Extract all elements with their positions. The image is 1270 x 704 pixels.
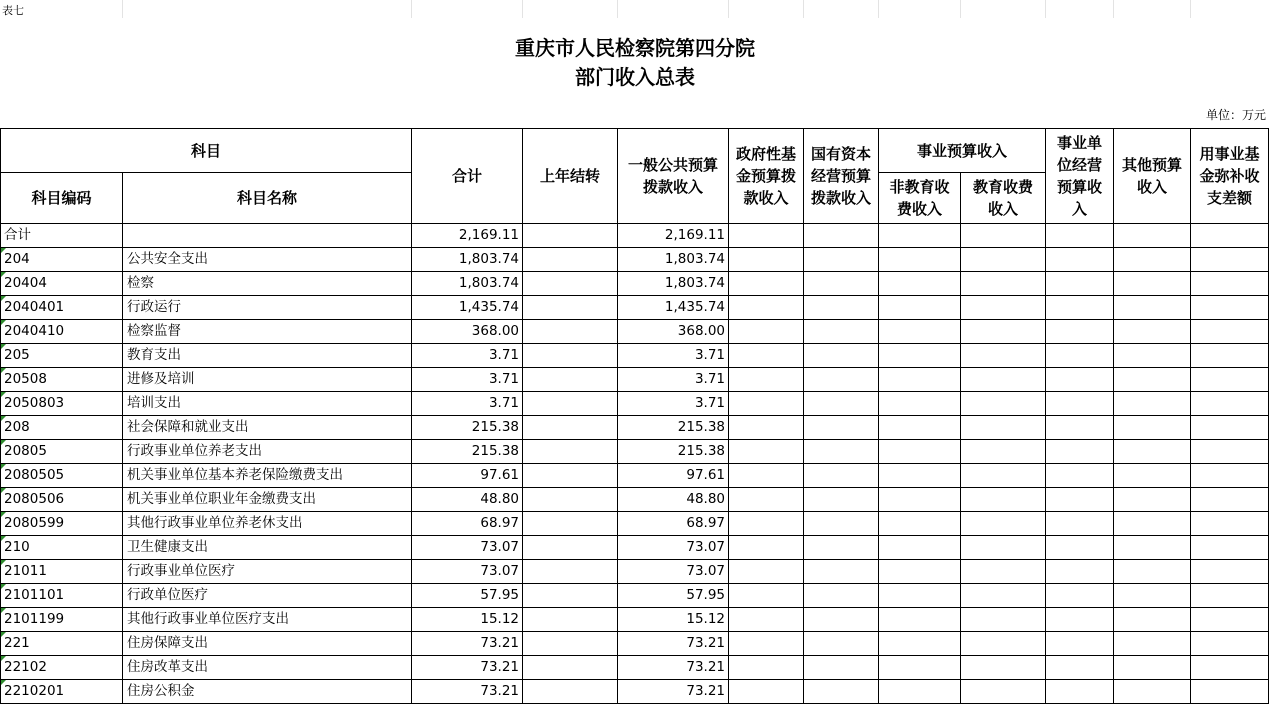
cell-business-operating [1046,224,1114,248]
cell-general-budget: 68.97 [618,512,729,536]
cell-name: 进修及培训 [123,368,412,392]
cell-business-operating [1046,416,1114,440]
cell-other-budget [1114,320,1191,344]
cell-total: 1,803.74 [412,272,523,296]
cell-name: 住房公积金 [123,680,412,704]
cell-general-budget: 368.00 [618,320,729,344]
cell-gov-fund [729,440,804,464]
cell-gov-fund [729,296,804,320]
cell-total: 215.38 [412,416,523,440]
cell-code: 2050803 [1,392,123,416]
cell-edu-fee [961,416,1046,440]
cell-carryover [523,272,618,296]
cell-state-capital [804,680,879,704]
cell-business-operating [1046,560,1114,584]
cell-name: 行政事业单位医疗 [123,560,412,584]
cell-other-budget [1114,416,1191,440]
cell-business-operating [1046,272,1114,296]
header-other-budget: 其他预算收入 [1114,129,1191,224]
cell-non-edu-fee [879,392,961,416]
cell-state-capital [804,224,879,248]
cell-edu-fee [961,440,1046,464]
cell-other-budget [1114,560,1191,584]
cell-total: 3.71 [412,368,523,392]
cell-edu-fee [961,344,1046,368]
unit-label: 单位：万元 [1205,108,1266,122]
cell-edu-fee [961,608,1046,632]
cell-carryover [523,584,618,608]
cell-business-operating [1046,608,1114,632]
cell-non-edu-fee [879,368,961,392]
cell-general-budget: 3.71 [618,344,729,368]
cell-other-budget [1114,536,1191,560]
cell-general-budget: 3.71 [618,368,729,392]
cell-edu-fee [961,680,1046,704]
cell-total: 73.07 [412,560,523,584]
sheet-label: 表七 [2,4,24,17]
cell-business-operating [1046,248,1114,272]
cell-state-capital [804,344,879,368]
cell-code: 2080505 [1,464,123,488]
cell-other-budget [1114,488,1191,512]
cell-state-capital [804,632,879,656]
cell-business-operating [1046,296,1114,320]
header-general-budget: 一般公共预算拨款收入 [618,129,729,224]
cell-code: 2080599 [1,512,123,536]
table-row [1,464,1269,488]
cell-non-edu-fee [879,320,961,344]
table-row [1,488,1269,512]
cell-total: 68.97 [412,512,523,536]
cell-non-edu-fee [879,272,961,296]
cell-carryover [523,416,618,440]
cell-fund-balance [1191,416,1269,440]
cell-state-capital [804,248,879,272]
cell-other-budget [1114,680,1191,704]
cell-gov-fund [729,248,804,272]
cell-carryover [523,608,618,632]
cell-total: 73.21 [412,680,523,704]
table-row [1,320,1269,344]
cell-gov-fund [729,368,804,392]
cell-general-budget: 3.71 [618,392,729,416]
cell-gov-fund [729,536,804,560]
cell-total: 3.71 [412,344,523,368]
cell-gov-fund [729,632,804,656]
cell-general-budget: 97.61 [618,464,729,488]
report-subtitle: 部门收入总表 [575,65,695,89]
cell-carryover [523,488,618,512]
cell-state-capital [804,608,879,632]
table-row [1,272,1269,296]
cell-carryover [523,464,618,488]
cell-fund-balance [1191,488,1269,512]
cell-non-edu-fee [879,344,961,368]
cell-non-edu-fee [879,656,961,680]
cell-other-budget [1114,224,1191,248]
cell-total: 1,803.74 [412,248,523,272]
cell-name: 行政事业单位养老支出 [123,440,412,464]
cell-business-operating [1046,632,1114,656]
header-subject: 科目 [1,129,412,173]
cell-business-operating [1046,320,1114,344]
cell-gov-fund [729,416,804,440]
table-row [1,344,1269,368]
table-row [1,416,1269,440]
cell-fund-balance [1191,272,1269,296]
cell-code: 205 [1,344,123,368]
cell-fund-balance [1191,368,1269,392]
report-title: 重庆市人民检察院第四分院 [515,36,755,60]
cell-business-operating [1046,440,1114,464]
cell-other-budget [1114,440,1191,464]
cell-fund-balance [1191,656,1269,680]
cell-state-capital [804,560,879,584]
cell-non-edu-fee [879,584,961,608]
cell-non-edu-fee [879,416,961,440]
cell-fund-balance [1191,632,1269,656]
header-business-operating: 事业单位经营预算收入 [1046,129,1114,224]
cell-total: 73.21 [412,632,523,656]
cell-state-capital [804,536,879,560]
cell-fund-balance [1191,584,1269,608]
cell-other-budget [1114,632,1191,656]
cell-gov-fund [729,584,804,608]
cell-name: 卫生健康支出 [123,536,412,560]
cell-edu-fee [961,488,1046,512]
cell-state-capital [804,416,879,440]
cell-edu-fee [961,392,1046,416]
cell-gov-fund [729,656,804,680]
cell-business-operating [1046,536,1114,560]
cell-fund-balance [1191,344,1269,368]
cell-state-capital [804,512,879,536]
cell-carryover [523,248,618,272]
cell-carryover [523,344,618,368]
cell-edu-fee [961,464,1046,488]
cell-fund-balance [1191,440,1269,464]
cell-code: 20508 [1,368,123,392]
cell-name: 教育支出 [123,344,412,368]
cell-general-budget: 73.07 [618,560,729,584]
table-header [1,129,1269,224]
table-row [1,680,1269,704]
cell-edu-fee [961,560,1046,584]
header-business-budget: 事业预算收入 [879,129,1046,173]
cell-gov-fund [729,488,804,512]
cell-state-capital [804,656,879,680]
cell-state-capital [804,296,879,320]
cell-carryover [523,656,618,680]
cell-carryover [523,560,618,584]
cell-edu-fee [961,656,1046,680]
table-row [1,560,1269,584]
cell-other-budget [1114,464,1191,488]
table-row [1,392,1269,416]
header-edu-fee: 教育收费收入 [961,173,1046,224]
table-row [1,512,1269,536]
cell-fund-balance [1191,320,1269,344]
cell-code: 2040410 [1,320,123,344]
cell-state-capital [804,440,879,464]
income-summary-table [0,128,1269,704]
cell-state-capital [804,320,879,344]
cell-non-edu-fee [879,440,961,464]
cell-business-operating [1046,344,1114,368]
table-row [1,368,1269,392]
cell-carryover [523,296,618,320]
cell-non-edu-fee [879,224,961,248]
cell-total: 48.80 [412,488,523,512]
cell-total: 73.21 [412,656,523,680]
cell-carryover [523,680,618,704]
cell-name: 行政运行 [123,296,412,320]
cell-non-edu-fee [879,512,961,536]
cell-state-capital [804,368,879,392]
cell-general-budget: 73.21 [618,632,729,656]
cell-gov-fund [729,272,804,296]
cell-other-budget [1114,608,1191,632]
cell-fund-balance [1191,536,1269,560]
cell-fund-balance [1191,392,1269,416]
cell-code: 2080506 [1,488,123,512]
cell-edu-fee [961,536,1046,560]
cell-general-budget: 2,169.11 [618,224,729,248]
cell-name: 机关事业单位基本养老保险缴费支出 [123,464,412,488]
cell-general-budget: 48.80 [618,488,729,512]
cell-non-edu-fee [879,608,961,632]
cell-edu-fee [961,272,1046,296]
header-total: 合计 [412,129,523,224]
cell-state-capital [804,584,879,608]
cell-gov-fund [729,320,804,344]
cell-name: 机关事业单位职业年金缴费支出 [123,488,412,512]
cell-name: 社会保障和就业支出 [123,416,412,440]
cell-general-budget: 1,803.74 [618,272,729,296]
cell-general-budget: 215.38 [618,416,729,440]
cell-carryover [523,536,618,560]
cell-general-budget: 1,435.74 [618,296,729,320]
cell-gov-fund [729,224,804,248]
cell-gov-fund [729,680,804,704]
cell-carryover [523,392,618,416]
cell-name: 住房保障支出 [123,632,412,656]
cell-business-operating [1046,488,1114,512]
cell-name: 住房改革支出 [123,656,412,680]
table-row [1,608,1269,632]
cell-non-edu-fee [879,464,961,488]
cell-other-budget [1114,584,1191,608]
cell-name [123,224,412,248]
header-gov-fund: 政府性基金预算拨款收入 [729,129,804,224]
cell-non-edu-fee [879,248,961,272]
cell-total: 368.00 [412,320,523,344]
header-carryover: 上年结转 [523,129,618,224]
cell-state-capital [804,392,879,416]
cell-other-budget [1114,296,1191,320]
cell-non-edu-fee [879,488,961,512]
cell-gov-fund [729,560,804,584]
cell-state-capital [804,464,879,488]
table-row [1,224,1269,248]
cell-business-operating [1046,584,1114,608]
cell-code: 204 [1,248,123,272]
cell-total: 2,169.11 [412,224,523,248]
cell-state-capital [804,272,879,296]
cell-code: 208 [1,416,123,440]
cell-other-budget [1114,272,1191,296]
cell-fund-balance [1191,224,1269,248]
table-row [1,248,1269,272]
cell-edu-fee [961,512,1046,536]
cell-code: 21011 [1,560,123,584]
cell-code: 合计 [1,224,123,248]
cell-business-operating [1046,512,1114,536]
cell-fund-balance [1191,512,1269,536]
header-fund-balance: 用事业基金弥补收支差额 [1191,129,1269,224]
cell-carryover [523,224,618,248]
cell-carryover [523,632,618,656]
header-code: 科目编码 [1,173,123,224]
cell-general-budget: 215.38 [618,440,729,464]
cell-business-operating [1046,656,1114,680]
cell-general-budget: 15.12 [618,608,729,632]
cell-edu-fee [961,320,1046,344]
cell-total: 3.71 [412,392,523,416]
cell-code: 20404 [1,272,123,296]
cell-business-operating [1046,392,1114,416]
cell-carryover [523,368,618,392]
cell-name: 公共安全支出 [123,248,412,272]
cell-total: 1,435.74 [412,296,523,320]
cell-general-budget: 1,803.74 [618,248,729,272]
cell-other-budget [1114,656,1191,680]
cell-name: 其他行政事业单位医疗支出 [123,608,412,632]
cell-code: 221 [1,632,123,656]
cell-name: 行政单位医疗 [123,584,412,608]
cell-code: 20805 [1,440,123,464]
cell-other-budget [1114,392,1191,416]
cell-name: 培训支出 [123,392,412,416]
cell-total: 97.61 [412,464,523,488]
cell-edu-fee [961,248,1046,272]
cell-business-operating [1046,680,1114,704]
table-body [1,224,1269,704]
cell-gov-fund [729,608,804,632]
cell-name: 其他行政事业单位养老休支出 [123,512,412,536]
cell-edu-fee [961,584,1046,608]
cell-other-budget [1114,512,1191,536]
cell-fund-balance [1191,464,1269,488]
cell-non-edu-fee [879,560,961,584]
cell-non-edu-fee [879,536,961,560]
header-state-capital: 国有资本经营预算拨款收入 [804,129,879,224]
table-row [1,536,1269,560]
cell-name: 检察监督 [123,320,412,344]
cell-carryover [523,320,618,344]
cell-total: 215.38 [412,440,523,464]
cell-edu-fee [961,632,1046,656]
table-row [1,296,1269,320]
table-row [1,440,1269,464]
cell-gov-fund [729,512,804,536]
cell-code: 2210201 [1,680,123,704]
table-row [1,584,1269,608]
cell-fund-balance [1191,560,1269,584]
cell-edu-fee [961,296,1046,320]
cell-non-edu-fee [879,296,961,320]
cell-general-budget: 73.07 [618,536,729,560]
header-non-edu-fee: 非教育收费收入 [879,173,961,224]
cell-code: 210 [1,536,123,560]
header-name: 科目名称 [123,173,412,224]
cell-carryover [523,440,618,464]
cell-fund-balance [1191,248,1269,272]
cell-code: 2040401 [1,296,123,320]
cell-general-budget: 57.95 [618,584,729,608]
cell-name: 检察 [123,272,412,296]
cell-code: 22102 [1,656,123,680]
cell-general-budget: 73.21 [618,680,729,704]
cell-edu-fee [961,368,1046,392]
cell-other-budget [1114,248,1191,272]
cell-gov-fund [729,464,804,488]
sheet-gridlines [0,0,1270,18]
cell-fund-balance [1191,296,1269,320]
cell-code: 2101199 [1,608,123,632]
cell-business-operating [1046,464,1114,488]
cell-carryover [523,512,618,536]
table-row [1,656,1269,680]
cell-code: 2101101 [1,584,123,608]
cell-other-budget [1114,368,1191,392]
cell-non-edu-fee [879,680,961,704]
cell-total: 73.07 [412,536,523,560]
cell-other-budget [1114,344,1191,368]
cell-total: 57.95 [412,584,523,608]
cell-non-edu-fee [879,632,961,656]
cell-fund-balance [1191,608,1269,632]
cell-business-operating [1046,368,1114,392]
table-row [1,632,1269,656]
cell-state-capital [804,488,879,512]
cell-gov-fund [729,344,804,368]
cell-total: 15.12 [412,608,523,632]
cell-edu-fee [961,224,1046,248]
cell-fund-balance [1191,680,1269,704]
cell-general-budget: 73.21 [618,656,729,680]
cell-gov-fund [729,392,804,416]
